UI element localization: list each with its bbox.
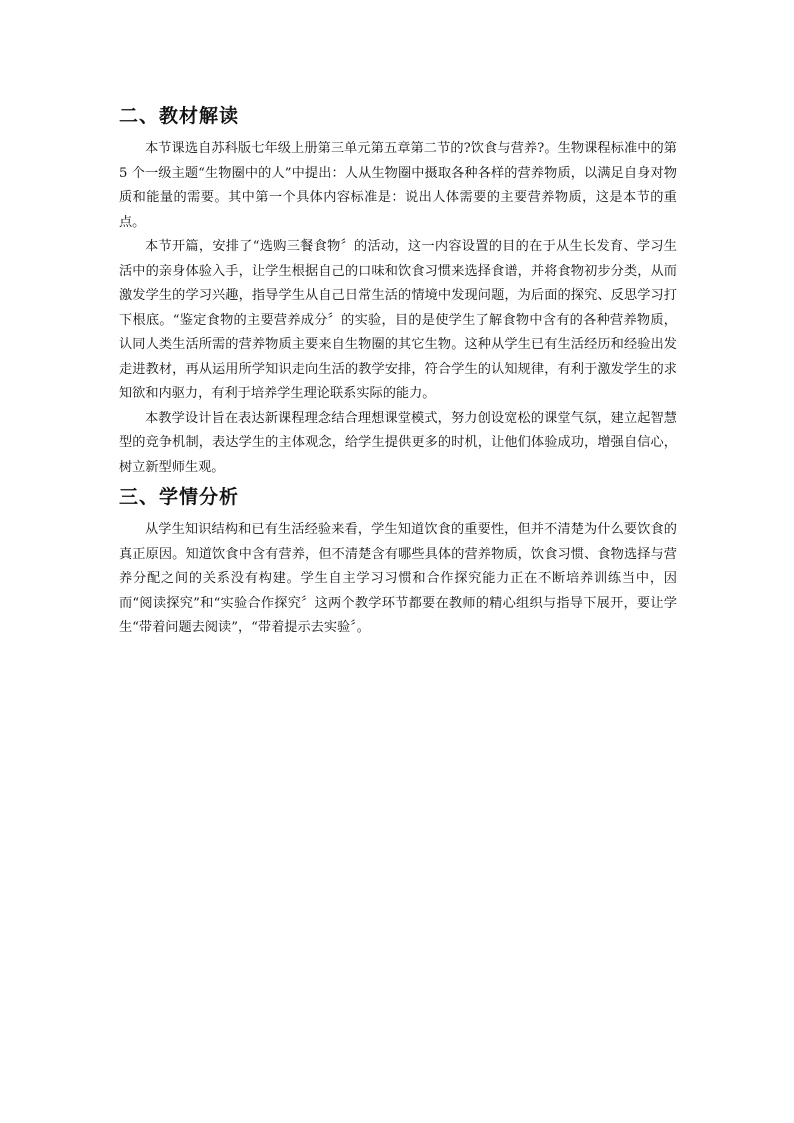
section-heading-textbook-analysis: 二、教材解读 <box>119 105 240 127</box>
paragraph: 本教学设计旨在表达新课程理念结合理想课堂模式，努力创设宽松的课堂气氛，建立起智慧型的竞争机制，表达学生的主体观念，给学生提供更多的时机，让他们体验成功，增强自信心，树立新型师生观。 <box>119 410 677 475</box>
document-body <box>119 103 677 641</box>
paragraph: 从学生知识结构和已有生活经验来看，学生知道饮食的重要性，但并不清楚为什么要饮食的真正原因。知道饮食中含有营养，但不清楚含有哪些具体的营养物质，饮食习惯、食物选择与营养分配之间的关系没有构建。学生自主学习习惯和合作探究能力正在不断培养训练当中，因而“阅读探究”和“实验合作探究〞这两个教学环节都要在教师的精心组织与指导下展开，要让学生“带着问题去阅读”，“带着提示去实验〞。 <box>119 522 677 635</box>
paragraph: 本节课选自苏科版七年级上册第三单元第五章第二节的?饮食与营养?。生物课程标准中的第 5 个一级主题“生物圈中的人”中提出：人从生物圈中摄取各种各样的营养物质，以满足自身对物质和能量的需要。其中第一个具体内容标准是：说出人体需要的主要营养物质，这是本节的重点。 <box>119 141 677 230</box>
paragraph: 本节开篇，安排了“选购三餐食物〞的活动，这一内容设置的目的在于从生长发育、学习生活中的亲身体验入手，让学生根据自己的口味和饮食习惯来选择食谱，并将食物初步分类，从而激发学生的学习兴趣，指导学生从自己日常生活的情境中发现问题，为后面的探究、反思学习打下根底。“鉴定食物的主要营养成分〞的实验，目的是使学生了解食物中含有的各种营养物质，认同人类生活所需的营养物质主要来自生物圈的其它生物。这种从学生已有生活经历和经验出发走进教材，再从运用所学知识走向生活的教学安排，符合学生的认知规律，有利于激发学生的求知欲和内驱力，有利于培养学生理论联系实际的能力。 <box>119 239 677 401</box>
section-heading-student-analysis: 三、学情分析 <box>119 486 240 508</box>
